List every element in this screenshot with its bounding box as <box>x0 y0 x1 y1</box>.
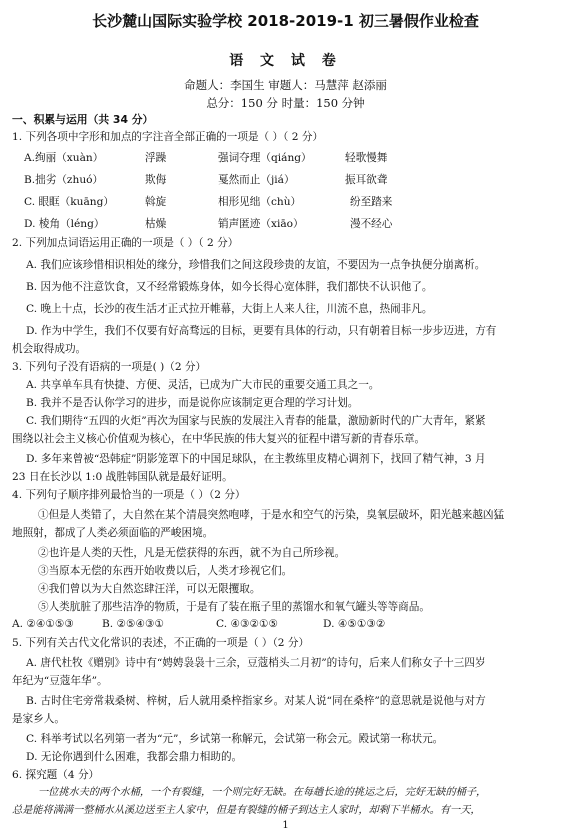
section-heading: 一、积累与运用（共 34 分） <box>12 113 154 126</box>
q1-option-a-word3: 强词夺理（qiáng） <box>218 152 312 164</box>
q1-option-b-word1: B.拙劣（zhuó） <box>24 174 104 186</box>
page-number: 1 <box>282 820 289 831</box>
q5-option-a-cont: 年纪为“豆蔻年华”。 <box>12 675 108 687</box>
q2-option-a: A. 我们应该珍惜相识相处的缘分，珍惜我们之间这段珍贵的友谊，不要因为一点争执便分崩离析。 <box>26 259 486 271</box>
q1-option-a-word2: 浮躁 <box>145 152 167 164</box>
q4-sentence-1-cont: 地照射，都成了人类必须面临的严峻困境。 <box>12 527 214 539</box>
q1-option-a-word4: 轻歌慢舞 <box>345 152 388 164</box>
question-3-stem: 3. 下列句子没有语病的一项是( )（2 分） <box>12 361 207 373</box>
q1-option-c-word1: C. 眼眶（kuāng） <box>24 196 114 208</box>
q6-passage-line-1: 一位挑水夫的两个水桶，一个有裂缝，一个则完好无缺。在每趟长途的挑运之后，完好无缺的桶子， <box>38 787 487 798</box>
q3-option-c-cont: 围绕以社会主义核心价值观为核心，在中华民族的伟大复兴的征程中谱写新的青春乐章。 <box>12 433 426 445</box>
q4-option-b: B. ②⑤④③① <box>102 618 165 630</box>
q5-option-d: D. 无论你遇到什么困难，我都会鼎力相助的。 <box>26 751 243 763</box>
q3-option-b: B. 我并不是否认你学习的进步，而是说你应该制定更合理的学习计划。 <box>26 397 359 409</box>
q4-sentence-3: ③当原本无偿的东西开始收费以后，人类才珍视它们。 <box>38 565 293 577</box>
q3-option-c: C. 我们期待“五四的火炬”再次为国家与民族的发展注入青春的能量，激励新时代的广大青年，紧紧 <box>26 415 486 427</box>
q6-passage-line-2: 总是能将满满一整桶水从溪边送至主人家中，但是有裂缝的桶子到达主人家时，却剩下半桶水。有一天， <box>12 805 481 816</box>
q1-option-d-word2: 枯燥 <box>145 218 167 230</box>
page-title: 长沙麓山国际实验学校 2018-2019-1 初三暑假作业检查 <box>92 12 479 30</box>
q4-sentence-1: ①但是人类错了，大自然在某个清晨突然咆哮，于是水和空气的污染，臭氧层破坏，阳光越来越凶猛 <box>38 509 505 521</box>
q4-sentence-4: ④我们曾以为大自然恣肆汪洋，可以无限攫取。 <box>38 583 261 595</box>
q4-option-c: C. ④③②①⑤ <box>216 618 278 630</box>
q5-option-b-cont: 是家乡人。 <box>12 713 65 725</box>
q1-option-c-word3: 相形见绌（chù） <box>218 196 302 208</box>
q1-option-d-word3: 销声匿迹（xiāo） <box>218 218 304 230</box>
q2-option-d-cont: 机会取得成功。 <box>12 343 87 355</box>
q5-option-c: C. 科举考试以名列第一者为“元”，乡试第一称解元，会试第一称会元。殿试第一称状元。 <box>26 733 444 745</box>
q3-option-d: D. 多年来曾被“恐韩症”阴影笼罩下的中国足球队，在主教练里皮精心调剂下，找回了精气神，3 月 <box>26 453 486 465</box>
q5-option-a: A. 唐代杜牧《赠别》诗中有“娉娉袅袅十三余，豆蔻梢头二月初”的诗句，后来人们称女子十三四岁 <box>26 657 486 669</box>
q1-option-a-word1: A.绚丽（xuàn） <box>24 152 104 164</box>
q1-option-b-word4: 振耳欲聋 <box>345 174 388 186</box>
question-6-stem: 6. 探究题（4 分） <box>12 769 100 781</box>
q1-option-c-word4: 纷至踏来 <box>350 196 393 208</box>
question-5-stem: 5. 下列有关古代文化常识的表述，不正确的一项是（ ）（2 分） <box>12 637 310 649</box>
question-2-stem: 2. 下列加点词语运用正确的一项是（ ）（ 2 分） <box>12 237 239 249</box>
q5-option-b: B. 古时住宅旁常栽桑树、梓树，后人就用桑梓指家乡。对某人说“同在桑梓”的意思就是说他与对方 <box>26 695 486 707</box>
q1-option-b-word3: 戛然而止（jiá） <box>218 174 295 186</box>
q4-sentence-5: ⑤人类肮脏了那些洁净的物质，于是有了装在瓶子里的蒸馏水和氧气罐头等等商品。 <box>38 601 430 613</box>
q4-sentence-2: ②也许是人类的天性，凡是无偿获得的东西，就不为自己所珍视。 <box>38 547 346 559</box>
question-1-stem: 1. 下列各项中字形和加点的字注音全部正确的一项是（ ）（ 2 分） <box>12 131 324 143</box>
q4-option-a: A. ②④①⑤③ <box>12 618 74 630</box>
paper-subtitle: 语 文 试 卷 <box>229 53 342 69</box>
q2-option-d: D. 作为中学生，我们不仅要有好高骛远的目标，更要有具体的行动，只有朝着目标一步步迈进，方有 <box>26 325 497 337</box>
q2-option-c: C. 晚上十点，长沙的夜生活才正式拉开帷幕，大街上人来人往，川流不息，热闹非凡。 <box>26 303 433 315</box>
q3-option-d-cont: 23 日在长沙以 1:0 战胜韩国队就是最好证明。 <box>12 471 233 483</box>
q1-option-d-word4: 漫不经心 <box>350 218 393 230</box>
question-4-stem: 4. 下列句子顺序排列最恰当的一项是（ ）（2 分） <box>12 489 246 501</box>
author-line: 命题人：李国生 审题人：马慧萍 赵添丽 <box>184 78 387 92</box>
q1-option-c-word2: 斡旋 <box>145 196 167 208</box>
q1-option-d-word1: D. 棱角（léng） <box>24 218 105 230</box>
q4-option-d: D. ④⑤①③② <box>323 618 386 630</box>
q2-option-b: B. 因为他不注意饮食，又不经常锻炼身体，如今长得心宽体胖，我们都快不认识他了。 <box>26 281 433 293</box>
score-time-line: 总分：150 分 时量：150 分钟 <box>206 96 365 110</box>
q1-option-b-word2: 欺侮 <box>145 174 167 186</box>
q3-option-a: A. 共享单车具有快捷、方便、灵活，已成为广大市民的重要交通工具之一。 <box>26 379 380 391</box>
